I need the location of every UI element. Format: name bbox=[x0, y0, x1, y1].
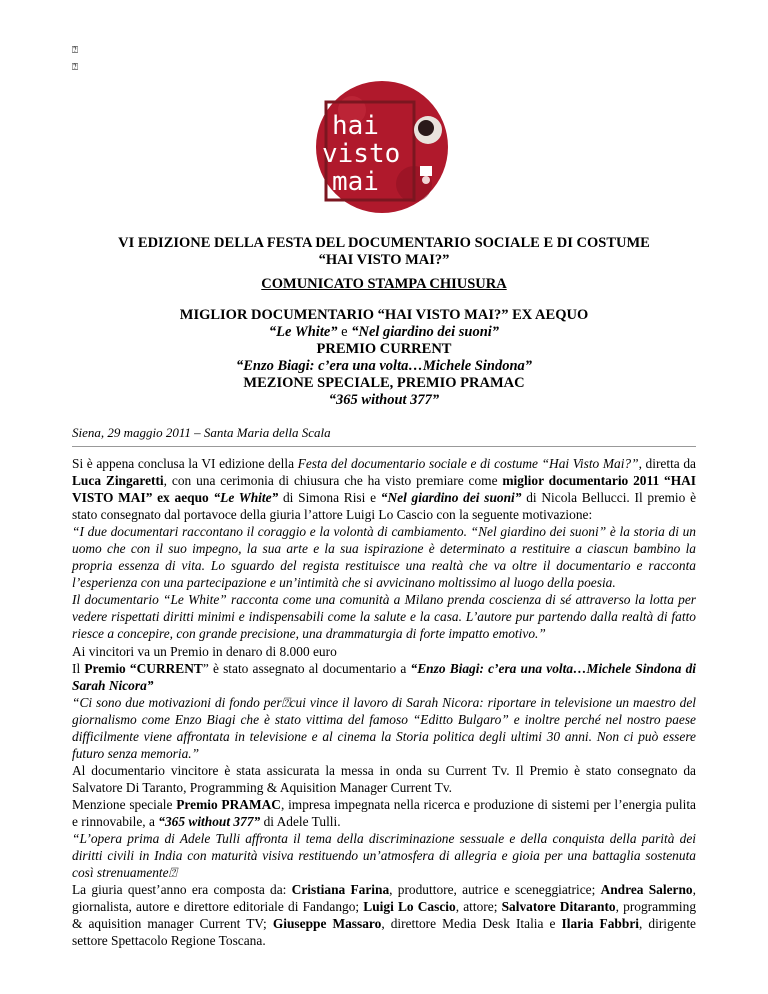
logo-text-mai: mai bbox=[332, 167, 379, 197]
press-release-heading: COMUNICATO STAMPA CHIUSURA bbox=[261, 276, 507, 292]
award-current-film: “Enzo Biagi: c’era una volta…Michele Sindona” bbox=[235, 358, 533, 374]
divider bbox=[72, 446, 696, 447]
jury-motivation-1: “I due documentari raccontano il coraggio e la volontà di cambiamento. “Nel giardino dei suoni” è la storia di un uomo che con il suo impegno, la sua arte e la sua ispirazione è determinato a restituire a ciascun bambino la propria essenza di vita. Lo sguardo del regista restituisce una realtà che va oltre il documentario e racconta l’esperienza con una partecipazione e un’intimità che si avvicinano moltissimo al luogo della poesia. bbox=[72, 524, 696, 591]
press-release-body bbox=[72, 455, 696, 949]
award-current: PREMIO CURRENT bbox=[316, 341, 452, 357]
title-line-1: VI EDIZIONE DELLA FESTA DEL DOCUMENTARIO SOCIALE E DI COSTUME bbox=[118, 235, 650, 251]
paragraph-prize-money: Ai vincitori va un Premio in denaro di 8.000 euro bbox=[72, 643, 337, 659]
paragraph-current-award: Il Premio “CURRENT” è stato assegnato al documentario a “Enzo Biagi: c’era una volta…Michele Sindona di Sarah Nicora” bbox=[72, 660, 696, 693]
festival-logo bbox=[302, 80, 466, 214]
current-motivation: “Ci sono due motivazioni di fondo per⍰cui vince il lavoro di Sarah Nicora: riportare in televisione un maestro del giornalismo come Enzo Biagi che è stato vittima del famoso “Editto Bulgaro” e inoltre perché nel nostro paese difficilmente viene affrontata in televisione e al cinema la Storia politica degli ultimi 30 anni. Non ci può essere futuro senza memoria.” bbox=[72, 694, 696, 761]
awards-summary bbox=[60, 307, 708, 409]
place-and-date: Siena, 29 maggio 2011 – Santa Maria della Scala bbox=[72, 425, 331, 440]
missing-glyph-2: ⍰ bbox=[72, 62, 78, 73]
paragraph-intro: Si è appena conclusa la VI edizione della Festa del documentario sociale e di costume “Hai Visto Mai?”, diretta da Luca Zingaretti, con una cerimonia di chiusura che ha visto premiare come miglior documentario 2011 “HAI VISTO MAI” ex aequo “Le White” di Simona Risi e “Nel giardino dei suoni” di Nicola Bellucci. Il premio è stato consegnato dal portavoce della giuria l’attore Luigi Lo Cascio con la seguente motivazione: bbox=[72, 456, 697, 523]
jury-motivation-2: Il documentario “Le White” racconta come una comunità a Milano prenda coscienza di sé attraverso la lotta per vedere rispettati diritti minimi e indispensabili come la salute e la casa. L’autore pur partendo dalla realtà di fatto riesce a concepire, con grande precisione, una drammaturgia di forte impatto emotivo.” bbox=[72, 592, 696, 642]
award-best-documentary-films: “Le White” e “Nel giardino dei suoni” bbox=[268, 324, 500, 340]
paragraph-pramac-award: Menzione speciale Premio PRAMAC, impresa impegnata nella ricerca e produzione di sistemi per l’energia pulita e rinnovabile, a “365 without 377” di Adele Tulli. bbox=[72, 796, 697, 829]
award-best-documentary: MIGLIOR DOCUMENTARIO “HAI VISTO MAI?” EX AEQUO bbox=[179, 307, 589, 323]
logo-text-hai: hai bbox=[332, 111, 379, 141]
title-line-2: “HAI VISTO MAI?” bbox=[318, 252, 450, 268]
festival-title bbox=[60, 235, 708, 269]
award-pramac-film: “365 without 377” bbox=[328, 392, 440, 408]
award-pramac: MEZIONE SPECIALE, PREMIO PRAMAC bbox=[243, 375, 525, 391]
paragraph-jury: La giuria quest’anno era composta da: Cristiana Farina, produttore, autrice e sceneggiatrice; Andrea Salerno, giornalista, autore e direttore editoriale di Fandango; Luigi Lo Cascio, attore; Salvatore Ditaranto, programming & aquisition manager Current TV; Giuseppe Massaro, direttore Media Desk Italia e Ilaria Fabbri, dirigente settore Spettacolo Regione Toscana. bbox=[72, 882, 697, 949]
missing-glyph-1: ⍰ bbox=[72, 45, 78, 56]
paragraph-current-broadcast: Al documentario vincitore è stata assicurata la messa in onda su Current Tv. Il Premio è stato consegnato da Salvatore Di Taranto, Programming & Aquisition Manager Current Tv. bbox=[72, 762, 696, 795]
pramac-motivation: “L’opera prima di Adele Tulli affronta il tema della discriminazione sessuale e della conquista della parità dei diritti civili in India con maturità visiva restituendo un’atmosfera di allegria e gioia per una battaglia sostenuta così strenuamente⍰ bbox=[72, 831, 696, 881]
logo-text-visto: visto bbox=[322, 139, 401, 169]
